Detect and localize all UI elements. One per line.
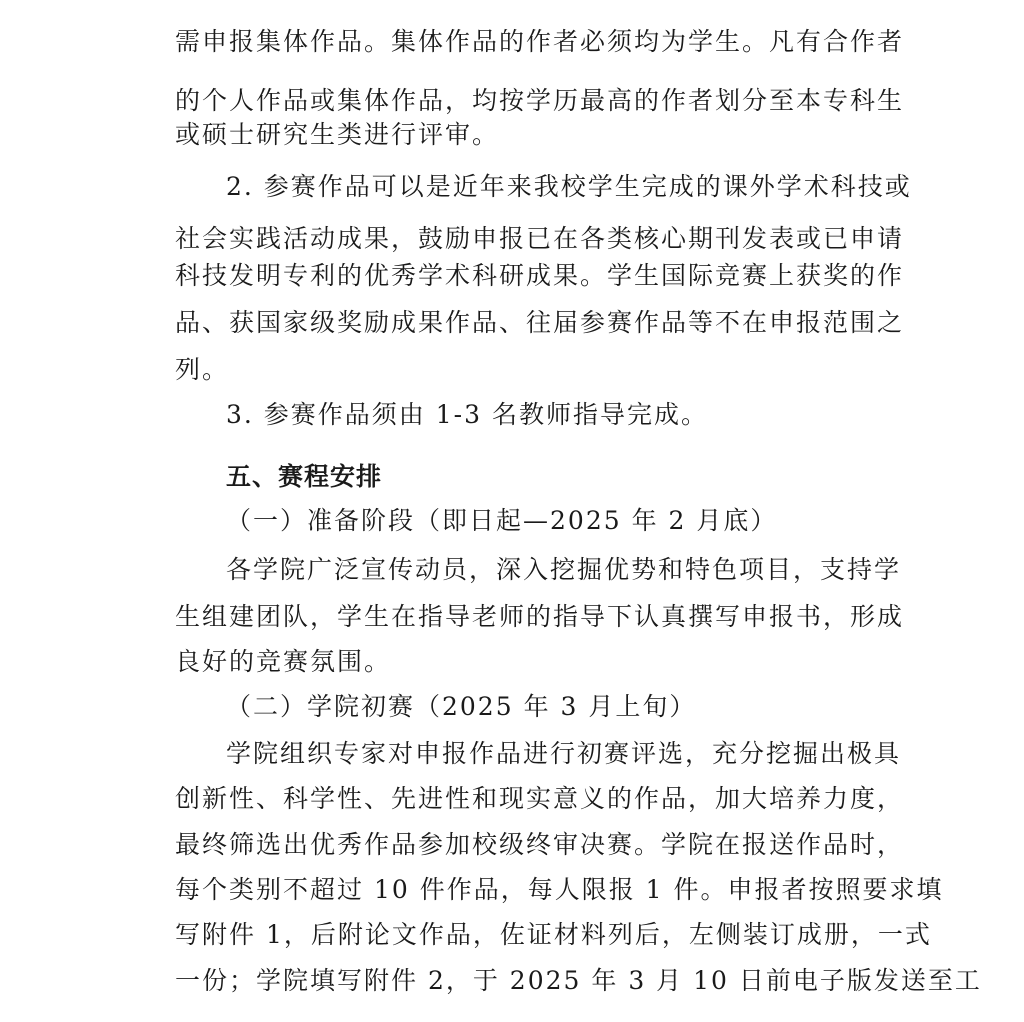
paragraph-line: 写附件 1，后附论文作品，佐证材料列后，左侧装订成册，一式 (175, 920, 932, 949)
paragraph-line: 品、获国家级奖励成果作品、往届参赛作品等不在申报范围之 (175, 308, 905, 337)
paragraph-line: 一份；学院填写附件 2，于 2025 年 3 月 10 日前电子版发送至工 (175, 966, 982, 995)
paragraph-line: 社会实践活动成果，鼓励申报已在各类核心期刊发表或已申请 (175, 224, 905, 253)
paragraph-line: 每个类别不超过 10 件作品，每人限报 1 件。申报者按照要求填 (175, 875, 944, 904)
list-item-2: 2. 参赛作品可以是近年来我校学生完成的课外学术科技或 (226, 172, 912, 201)
subsection-heading: （二）学院初赛（2025 年 3 月上旬） (226, 692, 697, 721)
paragraph-line: 最终筛选出优秀作品参加校级终审决赛。学院在报送作品时， (175, 830, 905, 859)
paragraph-line: 生组建团队，学生在指导老师的指导下认真撰写申报书，形成 (175, 602, 905, 631)
subsection-heading: （一）准备阶段（即日起—2025 年 2 月底） (226, 506, 778, 535)
list-item-3: 3. 参赛作品须由 1-3 名教师指导完成。 (226, 400, 708, 429)
section-heading: 五、赛程安排 (226, 462, 383, 491)
paragraph-line: 各学院广泛宣传动员，深入挖掘优势和特色项目，支持学 (226, 555, 902, 584)
paragraph-line: 或硕士研究生类进行评审。 (175, 120, 500, 149)
paragraph-line: 创新性、科学性、先进性和现实意义的作品，加大培养力度， (175, 784, 905, 813)
paragraph-line: 科技发明专利的优秀学术科研成果。学生国际竞赛上获奖的作 (175, 261, 905, 290)
paragraph-line: 学院组织专家对申报作品进行初赛评选，充分挖掘出极具 (226, 739, 902, 768)
paragraph-line: 的个人作品或集体作品，均按学历最高的作者划分至本专科生 (175, 86, 905, 115)
paragraph-line: 良好的竞赛氛围。 (175, 647, 392, 676)
paragraph-line: 列。 (175, 355, 230, 384)
paragraph-line: 需申报集体作品。集体作品的作者必须均为学生。凡有合作者 (175, 27, 905, 56)
